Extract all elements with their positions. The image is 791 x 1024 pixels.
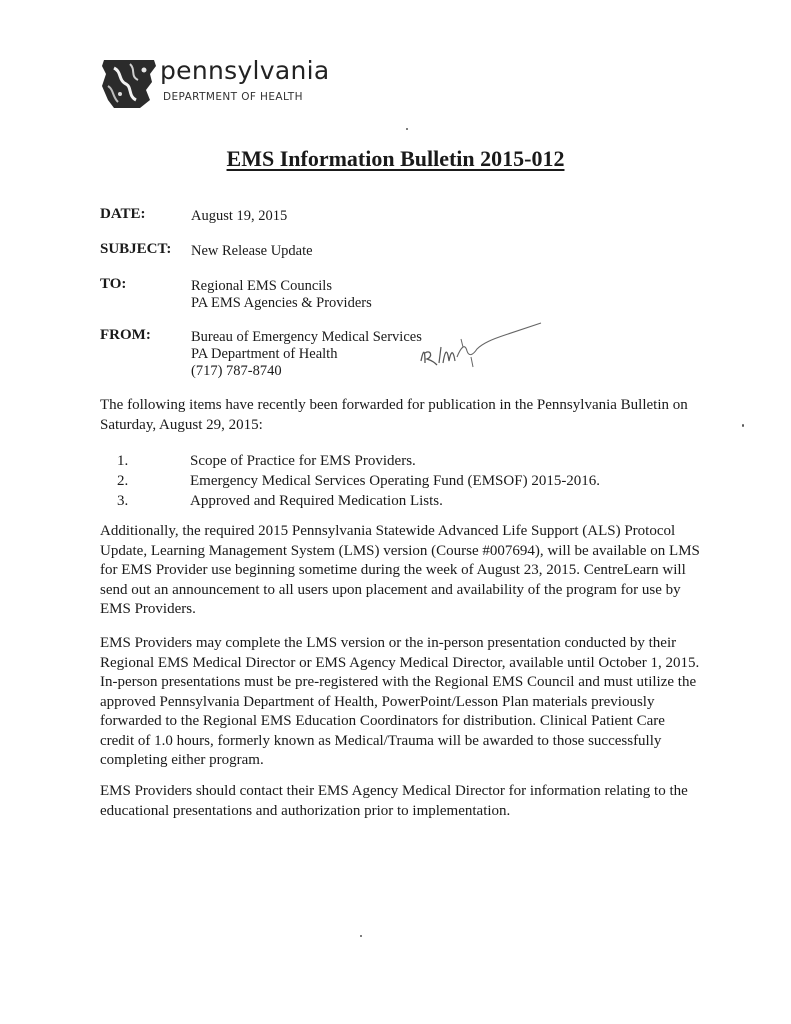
date-text: August 19, 2015 [191,208,288,224]
from-line: PA Department of Health [191,346,338,362]
list-item [100,471,700,491]
items-list [100,451,700,511]
from-value [191,329,422,380]
handwritten-signature [413,317,553,377]
subject-label: SUBJECT: [100,241,172,257]
bulletin-title: EMS Information Bulletin 2015-012 [226,146,565,171]
date-value [191,208,287,225]
list-item-text: Scope of Practice for EMS Providers. [190,453,416,469]
list-item-text: Approved and Required Medication Lists. [190,493,443,509]
scan-speck [742,424,744,427]
scan-speck [406,128,408,130]
from-line: (717) 787-8740 [191,363,282,379]
list-item-number: 3. [117,493,129,509]
scan-speck [360,935,362,937]
to-value [191,278,372,312]
from-label: FROM: [100,327,151,343]
date-label: DATE: [100,206,146,222]
presentation-paragraph: EMS Providers may complete the LMS version or the in-person presentation conducted by their Regional EMS Medical Director or EMS Agency Medical Director, available until October 1, 2015. In-person presentations must be pre-registered with the Regional EMS Council and must utilize the approved Pennsylvania Department of Health, PowerPoint/Lesson Plan materials previously forwarded to the Regional EMS Education Coordinators for distribution. Clinical Patient Care credit of 1.0 hours, formerly known as Medical/Trauma will be awarded to those successfully completing either program. [100,635,700,768]
to-line: Regional EMS Councils [191,278,332,294]
to-line: PA EMS Agencies & Providers [191,295,372,311]
to-label: TO: [100,276,127,292]
list-item [100,491,700,511]
als-protocol-paragraph: Additionally, the required 2015 Pennsylvania Statewide Advanced Life Support (ALS) Protocol Update, Learning Management System (LMS) version (Course #007694), will be available on LMS for EMS Provider use beginning sometime during the week of August 23, 2015. CentreLearn will send out an announcement to all users upon placement and availability of the program for use by EMS Providers. [100,523,700,617]
list-item-number: 2. [117,473,129,489]
letterhead [100,50,360,110]
list-item [100,451,700,471]
intro-paragraph: The following items have recently been forwarded for publication in the Pennsylvania Bulletin on Saturday, August 29, 2015: [100,397,688,433]
department-name: DEPARTMENT OF HEALTH [163,91,303,103]
contact-paragraph: EMS Providers should contact their EMS Agency Medical Director for information relating to the educational presentations and authorization prior to implementation. [100,783,688,819]
list-item-text: Emergency Medical Services Operating Fund (EMSOF) 2015-2016. [190,473,601,489]
list-item-number: 1. [117,453,129,469]
brand-name: pennsylvania [160,56,330,85]
keystone-state-logo-icon [100,56,158,110]
subject-value [191,243,313,260]
subject-text: New Release Update [191,243,313,259]
from-line: Bureau of Emergency Medical Services [191,329,422,345]
